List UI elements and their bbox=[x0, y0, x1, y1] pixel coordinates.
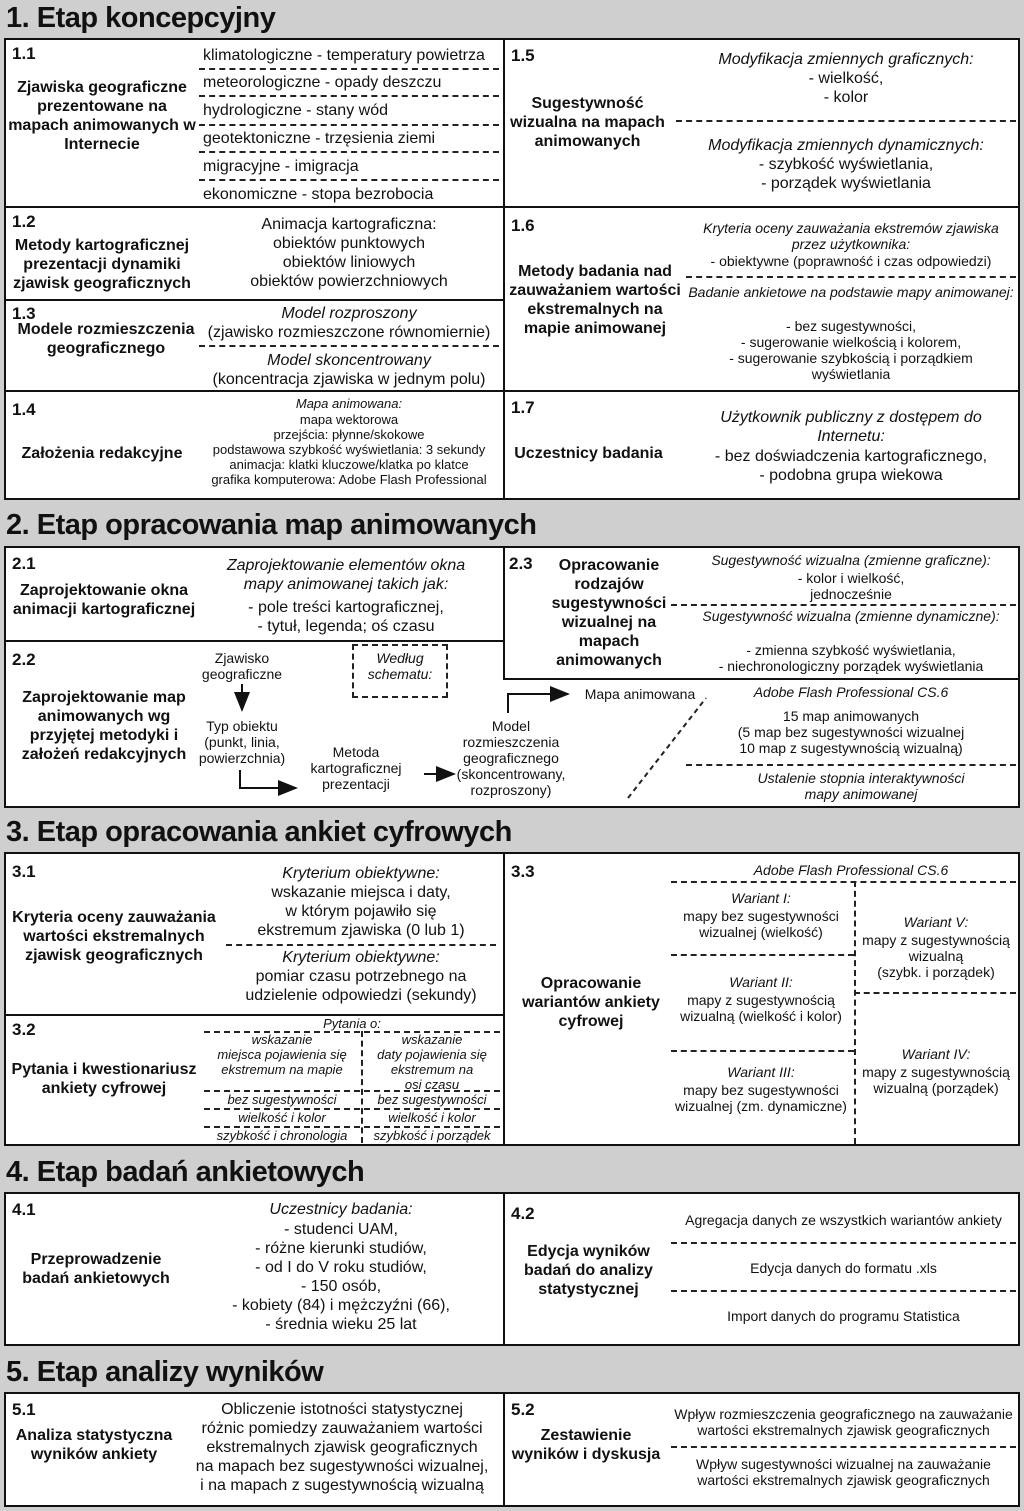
divider bbox=[199, 345, 499, 347]
text: - wielkość, - kolor bbox=[808, 70, 884, 106]
text: Adobe Flash Professional CS.6 bbox=[753, 684, 949, 700]
divider bbox=[671, 1446, 1016, 1448]
stage-5-title: 5. Etap analizy wyników bbox=[6, 1356, 324, 1388]
text: - studenci UAM, - różne kierunki studiów, - od I do V roku studiów, - 150 osób, - kobiety (84) i mężczyźni (66), - średnia wieku 25 lat bbox=[232, 1221, 450, 1333]
text: wskazanie miejsca pojawienia się ekstremum na mapie bbox=[217, 1032, 347, 1077]
box-number: 5.2 bbox=[511, 1400, 535, 1419]
divider bbox=[503, 206, 1018, 208]
divider bbox=[686, 276, 1016, 278]
box-label: Pytania i kwestionariusz ankiety cyfrowej bbox=[11, 1061, 197, 1097]
box-number: 4.2 bbox=[511, 1204, 535, 1223]
text: (zjawisko rozmieszczone równomiernie) bbox=[207, 324, 491, 341]
text: Zaprojektowanie elementów okna mapy animowanej takich jak: bbox=[226, 557, 466, 593]
box-label: Zaprojektowanie map animowanych wg przyjętej metodyki i założeń redakcyjnych bbox=[21, 689, 187, 763]
text: - pole treści kartograficznej, - tytuł, legenda; oś czasu bbox=[248, 599, 444, 635]
text: Mapa animowana: bbox=[295, 396, 403, 411]
text: Sugestywność wizualna (zmienne graficzne): bbox=[711, 552, 991, 568]
box-number: 4.1 bbox=[12, 1200, 36, 1219]
box-number: 1.6 bbox=[511, 216, 535, 235]
flow-node: Typ obiektu (punkt, linia, powierzchnia) bbox=[198, 718, 286, 766]
list-item: meteorologiczne - opady deszczu bbox=[203, 74, 442, 91]
text: Model skoncentrowany bbox=[267, 352, 431, 369]
variant-text: mapy z sugestywnością wizualną (porządek) bbox=[862, 1064, 1010, 1096]
arrow bbox=[508, 694, 568, 713]
variant-title: Wariant II: bbox=[729, 974, 793, 990]
box-label: Założenia redakcyjne bbox=[21, 445, 183, 462]
stage-3-title: 3. Etap opracowania ankiet cyfrowych bbox=[6, 816, 512, 848]
text: - obiektywne (poprawność i czas odpowiedzi) bbox=[710, 253, 992, 269]
stage-2-panel bbox=[4, 546, 1020, 808]
box-number: 5.1 bbox=[12, 1400, 36, 1419]
text: Model rozproszony bbox=[281, 305, 417, 322]
text: - bez sugestywności, - sugerowanie wielkością i kolorem, - sugerowanie szybkością i porządkiem wyświetlania bbox=[729, 318, 973, 382]
divider bbox=[671, 1050, 854, 1052]
box-label: Modele rozmieszczenia geograficznego bbox=[17, 321, 195, 357]
text: szybkość i chronologia bbox=[216, 1128, 348, 1143]
text: - bez doświadczenia kartograficznego, - podobna grupa wiekowa bbox=[714, 448, 988, 484]
text: 15 map animowanych (5 map bez sugestywności wizualnej 10 map z sugestywnością wizualną) bbox=[737, 708, 965, 756]
stage-3-panel bbox=[4, 852, 1020, 1146]
divider bbox=[503, 390, 1018, 392]
text: szybkość i porządek bbox=[373, 1128, 491, 1143]
text: pomiar czasu potrzebnego na udzielenie odpowiedzi (sekundy) bbox=[245, 968, 477, 1004]
text: mapa wektorowa przejścia: płynne/skokowe podstawowa szybkość wyświetlania: 3 sekundy animacja: klatki kluczowe/klatka po klatce grafika komputerowa: Adobe Flash Professional bbox=[211, 412, 487, 487]
divider bbox=[676, 120, 1016, 122]
variant-title: Wariant V: bbox=[903, 914, 969, 930]
box-number: 2.1 bbox=[12, 554, 36, 573]
box-number: 1.5 bbox=[511, 46, 535, 65]
box-number: 1.2 bbox=[12, 212, 36, 231]
flow-node: Model rozmieszczenia geograficznego (skoncentrowany, rozproszony) bbox=[456, 718, 566, 798]
divider bbox=[854, 992, 1016, 994]
variant-title: Wariant I: bbox=[731, 890, 791, 906]
text: - kolor i wielkość, jednocześnie bbox=[797, 570, 905, 602]
stage-2-title: 2. Etap opracowania map animowanych bbox=[6, 509, 537, 541]
divider bbox=[671, 1290, 1016, 1292]
box-number: 1.1 bbox=[12, 44, 36, 63]
text: Kryterium obiektywne: bbox=[282, 949, 440, 966]
arrow bbox=[240, 770, 296, 788]
divider bbox=[6, 390, 503, 392]
box-label: Edycja wyników badań do analizy statystycznej bbox=[524, 1243, 653, 1298]
box-number: 1.3 bbox=[12, 304, 36, 323]
flow-node: Metoda kartograficznej prezentacji bbox=[310, 744, 402, 792]
stage-4-panel bbox=[4, 1192, 1020, 1346]
box-label: Zjawiska geograficzne prezentowane na mapach animowanych w Internecie bbox=[8, 79, 196, 153]
box-number: 2.2 bbox=[12, 650, 36, 669]
list-item: Wpływ rozmieszczenia geograficznego na zauważanie wartości ekstremalnych zjawisk geograficznych bbox=[674, 1406, 1013, 1438]
divider bbox=[686, 764, 1016, 766]
flow-node: Mapa animowana bbox=[584, 686, 696, 702]
divider bbox=[671, 881, 1016, 883]
box-label: Metody badania nad zauważaniem wartości ekstremalnych na mapie animowanej bbox=[509, 263, 681, 337]
flow-node: Zjawisko geograficzne bbox=[201, 650, 283, 682]
text: Pytania o: bbox=[323, 1016, 381, 1031]
divider bbox=[503, 1394, 505, 1505]
text: - szybkość wyświetlania, - porządek wyświetlania bbox=[758, 156, 934, 192]
box-label: Kryteria oceny zauważania wartości ekstremalnych zjawisk geograficznych bbox=[12, 909, 216, 964]
text: wskazanie miejsca i daty, w którym pojawiło się ekstremum zjawiska (0 lub 1) bbox=[257, 884, 465, 939]
text: Sugestywność wizualna (zmienne dynamiczne): bbox=[702, 608, 1000, 624]
text: Modyfikacja zmiennych dynamicznych: bbox=[708, 137, 984, 154]
text: bez sugestywności bbox=[227, 1092, 337, 1107]
variant-title: Wariant IV: bbox=[901, 1046, 971, 1062]
text: Obliczenie istotności statystycznej różnic pomiedzy zauważaniem wartości ekstremalnych zjawisk geograficznych na mapach bez sugestywności wizualnej, i na mapach z sugestywnością wizualną bbox=[195, 1401, 489, 1494]
text: (koncentracja zjawiska w jednym polu) bbox=[212, 371, 486, 388]
box-number: 1.7 bbox=[511, 398, 535, 417]
list-item: klimatologiczne - temperatury powietrza bbox=[203, 47, 485, 64]
text: Użytkownik publiczny z dostępem do Internetu: bbox=[720, 409, 982, 445]
box-number: 3.1 bbox=[12, 862, 36, 881]
box-label: Zaprojektowanie okna animacji kartograficznej bbox=[12, 582, 196, 618]
text: Według schematu: bbox=[367, 650, 433, 682]
box-number: 3.3 bbox=[511, 862, 535, 881]
box-label: Metody kartograficznej prezentacji dynamiki zjawisk geograficznych bbox=[13, 237, 191, 292]
text: wielkość i kolor bbox=[388, 1110, 476, 1125]
divider bbox=[199, 124, 499, 126]
box-label: Przeprowadzenie badań ankietowych bbox=[22, 1251, 170, 1287]
stage-5-panel bbox=[4, 1392, 1020, 1507]
box-number: 2.3 bbox=[509, 554, 533, 573]
flow-arrows bbox=[6, 548, 1018, 806]
list-item: Edycja danych do formatu .xls bbox=[750, 1260, 937, 1276]
divider bbox=[199, 151, 499, 153]
variant-text: mapy z sugestywnością wizualną (szybk. i porządek) bbox=[862, 932, 1010, 980]
box-label: Uczestnicy badania bbox=[514, 445, 663, 462]
divider bbox=[6, 206, 503, 208]
divider bbox=[671, 1242, 1016, 1244]
variant-text: mapy z sugestywnością wizualną (wielkość i kolor) bbox=[680, 992, 842, 1024]
list-item: Import danych do programu Statistica bbox=[727, 1308, 960, 1324]
list-item: Agregacja danych ze wszystkich wariantów ankiety bbox=[685, 1212, 1002, 1228]
box-label: Opracowanie wariantów ankiety cyfrowej bbox=[522, 975, 660, 1030]
divider bbox=[503, 854, 505, 1144]
list-item: Wpływ sugestywności wizualnej na zauważanie wartości ekstremalnych zjawisk geograficznych bbox=[696, 1456, 991, 1488]
divider bbox=[199, 179, 499, 181]
text: wielkość i kolor bbox=[238, 1110, 326, 1125]
variant-text: mapy bez sugestywności wizualnej (zm. dynamiczne) bbox=[675, 1082, 847, 1114]
divider bbox=[226, 944, 496, 946]
text: Ustalenie stopnia interaktywności mapy animowanej bbox=[757, 770, 965, 802]
divider bbox=[199, 95, 499, 97]
divider bbox=[199, 68, 499, 70]
box-label: Analiza statystyczna wyników ankiety bbox=[15, 1427, 173, 1463]
text: Adobe Flash Professional CS.6 bbox=[753, 862, 949, 878]
divider bbox=[671, 954, 854, 956]
list-item: ekonomiczne - stopa bezrobocia bbox=[203, 186, 434, 203]
divider bbox=[6, 299, 503, 301]
stage-1-panel bbox=[4, 38, 1020, 500]
text: Kryterium obiektywne: bbox=[282, 865, 440, 882]
text: Animacja kartograficzna: obiektów punktowych obiektów liniowych obiektów powierzchniowych bbox=[250, 216, 448, 290]
text: bez sugestywności bbox=[377, 1092, 487, 1107]
box-label: Opracowanie rodzajów sugestywności wizualnej na mapach animowanych bbox=[551, 557, 667, 669]
box-label: Sugestywność wizualna na mapach animowanych bbox=[510, 95, 665, 150]
list-item: migracyjne - imigracja bbox=[203, 158, 359, 175]
text: - zmienna szybkość wyświetlania, - niechronologiczny porządek wyświetlania bbox=[718, 642, 984, 674]
text: Modyfikacja zmiennych graficznych: bbox=[718, 51, 974, 68]
box-number: 3.2 bbox=[12, 1020, 36, 1039]
stage-4-title: 4. Etap badań ankietowych bbox=[6, 1156, 365, 1188]
text: wskazanie daty pojawienia się ekstremum na osi czasu bbox=[377, 1032, 487, 1092]
text: Uczestnicy badania: bbox=[269, 1201, 413, 1218]
stage-1-title: 1. Etap koncepcyjny bbox=[6, 2, 276, 34]
variant-title: Wariant III: bbox=[727, 1064, 795, 1080]
divider bbox=[503, 1194, 505, 1344]
box-label: Zestawienie wyników i dyskusja bbox=[511, 1427, 661, 1463]
list-item: geotektoniczne - trzęsienia ziemi bbox=[203, 130, 436, 147]
variant-text: mapy bez sugestywności wizualnej (wielkość) bbox=[683, 908, 839, 940]
text: Badanie ankietowe na podstawie mapy animowanej: bbox=[688, 284, 1014, 300]
text: Kryteria oceny zauważania ekstremów zjawiska przez użytkownika: bbox=[703, 220, 999, 252]
box-number: 1.4 bbox=[12, 400, 36, 419]
list-item: hydrologiczne - stany wód bbox=[203, 102, 388, 119]
